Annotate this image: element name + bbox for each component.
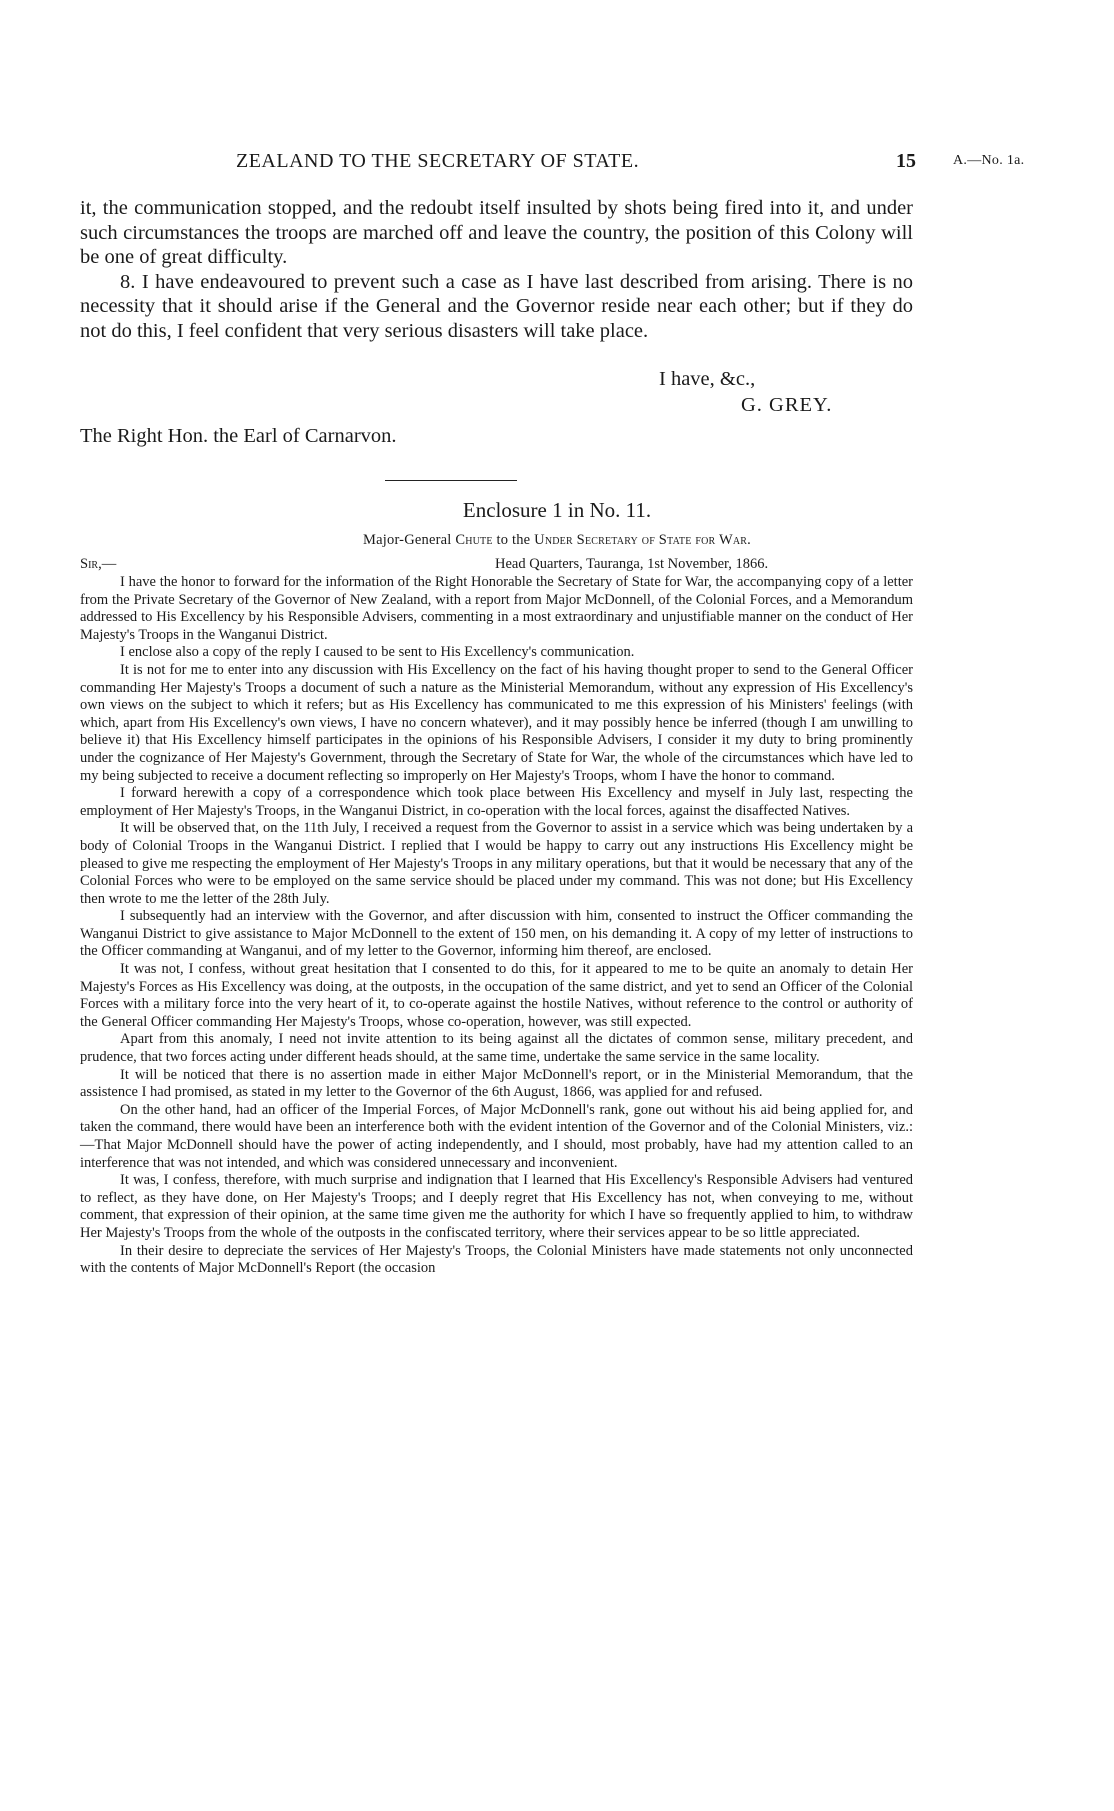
- paragraph-continued: it, the communication stopped, and the redoubt itself insulted by shots being fired into it, and under such circumstances the troops are marched off and leave the country, the position of this Colony will be one of great difficulty.: [80, 197, 913, 269]
- body-paragraph: On the other hand, had an officer of the Imperial Forces, of Major McDonnell's rank, gone out without his aid being applied for, and taken the command, there would have been an interference both with the evident intention of the Governor and of the Colonial Ministers, viz.:—That Major McDonnell should have the power of acting independently, and I should, most probably, have had my attention called to an interference that was not intended, and which was considered unnecessary and inconvenient.: [80, 1101, 913, 1171]
- enclosure-body: [80, 574, 913, 1278]
- body-paragraph: Apart from this anomaly, I need not invite attention to its being against all the dictates of common sense, military precedent, and prudence, that two forces acting under different heads should, at the same time, undertake the same service in the same locality.: [80, 1031, 913, 1066]
- body-paragraph: It was not, I confess, without great hesitation that I consented to do this, for it appeared to me to be quite an anomaly to detain Her Majesty's Forces as His Excellency was doing, at the outposts, in the occupation of the same district, and yet to send an Officer of the Colonial Forces with a military force into the very heart of it, to co-operate against the hostile Natives, without reference to the control or authority of the General Officer commanding Her Majesty's Troops, whose co-operation, however, was still expected.: [80, 961, 913, 1030]
- header-title: ZEALAND TO THE SECRETARY OF STATE.: [236, 150, 640, 172]
- body-paragraph: In their desire to depreciate the services of Her Majesty's Troops, the Colonial Ministers have made statements not only unconnected with the contents of Major McDonnell's Report (the occasion: [80, 1242, 913, 1277]
- body-paragraph: It was, I confess, therefore, with much surprise and indignation that I learned that His Excellency's Responsible Advisers had ventured to reflect, as they have done, on Her Majesty's Troops; and I deeply regret that His Excellency has not, when conveying to me, without comment, that expression of their opinion, at the same time given me the authority for which I have so frequently applied to him, to withdraw Her Majesty's Troops from the whole of the outposts in the confiscated territory, where their services appear to be so little appreciated.: [80, 1172, 913, 1241]
- enclosure-title: Enclosure 1 in No. 11.: [462, 498, 652, 522]
- paragraph-8: 8. I have endeavoured to prevent such a case as I have last described from arising. There is no necessity that it should arise if the General and the Governor reside near each other; but if they do not do this, I feel confident that very serious disasters will take place.: [80, 270, 913, 342]
- section-divider: [385, 480, 517, 481]
- body-paragraph: It is not for me to enter into any discussion with His Excellency on the fact of his having thought proper to send to the General Officer commanding Her Majesty's Troops a document of such a nature as the Ministerial Memorandum, without any expression of His Excellency's own views on the subject to which it refers; but as His Excellency has communicated to me this expression of his Ministers' feelings (with which, apart from His Excellency's own views, I have no concern whatever), and it may possibly hence be inferred (though I am unwilling to believe it) that His Excellency himself participates in the opinions of his Responsible Advisers, I consider it my duty to bring prominently under the cognizance of Her Majesty's Government, through the Secretary of State for War, the whole of the circumstances which have led to my being subjected to receive a document reflecting so improperly on Her Majesty's Troops, whom I have the honor to command.: [80, 661, 913, 784]
- body-paragraph: It will be noticed that there is no assertion made in either Major McDonnell's report, or in the Ministerial Memorandum, that the assistence I had promised, as stated in my letter to the Governor of the 6th August, 1866, was applied for and refused.: [80, 1066, 913, 1101]
- subtitle-from: Major-General: [363, 532, 452, 548]
- body-paragraph: I have the honor to forward for the information of the Right Honorable the Secretary of State for War, the accompanying copy of a letter from the Private Secretary of the Governor of New Zealand, with a report from Major McDonnell, of the Colonial Forces, and a Memorandum addressed to His Excellency by his Responsible Advisers, commenting in a most extraordinary and unjustifiable manner on the conduct of Her Majesty's Troops in the Wanganui District.: [80, 574, 913, 643]
- dateline: Head Quarters, Tauranga, 1st November, 1866.: [495, 556, 769, 572]
- addressee: The Right Hon. the Earl of Carnarvon.: [80, 425, 397, 447]
- running-header: [80, 150, 1070, 178]
- body-paragraph: It will be observed that, on the 11th July, I received a request from the Governor to assist in a service which was being undertaken by a body of Colonial Troops in the Wanganui District. I replied that I would be happy to carry out any instructions His Excellency might be pleased to give me respecting the employment of Her Majesty's Troops in any military operations, but that it would be necessary that any of the Colonial Forces who were to be employed on the same service should be placed under my command. This was not done; but His Excellency then wrote to me the letter of the 28th July.: [80, 820, 913, 907]
- subtitle-name: Chute: [455, 532, 493, 548]
- page-number: 15: [896, 150, 916, 172]
- document-reference: A.—No. 1a.: [953, 153, 1025, 168]
- enclosure-subtitle: [0, 532, 1114, 549]
- salutation: Sir,—: [80, 556, 117, 572]
- subtitle-to: to the: [496, 532, 531, 548]
- body-paragraph: I forward herewith a copy of a correspondence which took place between His Excellency and myself in July last, respecting the employment of Her Majesty's Troops, in the Wanganui District, in co-operation with the local forces, against the disaffected Natives.: [80, 785, 913, 819]
- body-paragraph: I enclose also a copy of the reply I caused to be sent to His Excellency's communication.: [120, 644, 635, 661]
- signature: G. GREY.: [741, 394, 833, 416]
- body-paragraph: I subsequently had an interview with the Governor, and after discussion with him, consented to instruct the Officer commanding the Wanganui District to give assistance to Major McDonnell to the extent of 150 men, on his demanding it. A copy of my letter of instructions to the Officer commanding at Wanganui, and of my letter to the Governor, informing him thereof, are enclosed.: [80, 908, 913, 960]
- subtitle-recipient: Under Secretary of State for War.: [534, 532, 751, 548]
- letter-conclusion: [80, 196, 913, 344]
- closing: I have, &c.,: [659, 368, 756, 390]
